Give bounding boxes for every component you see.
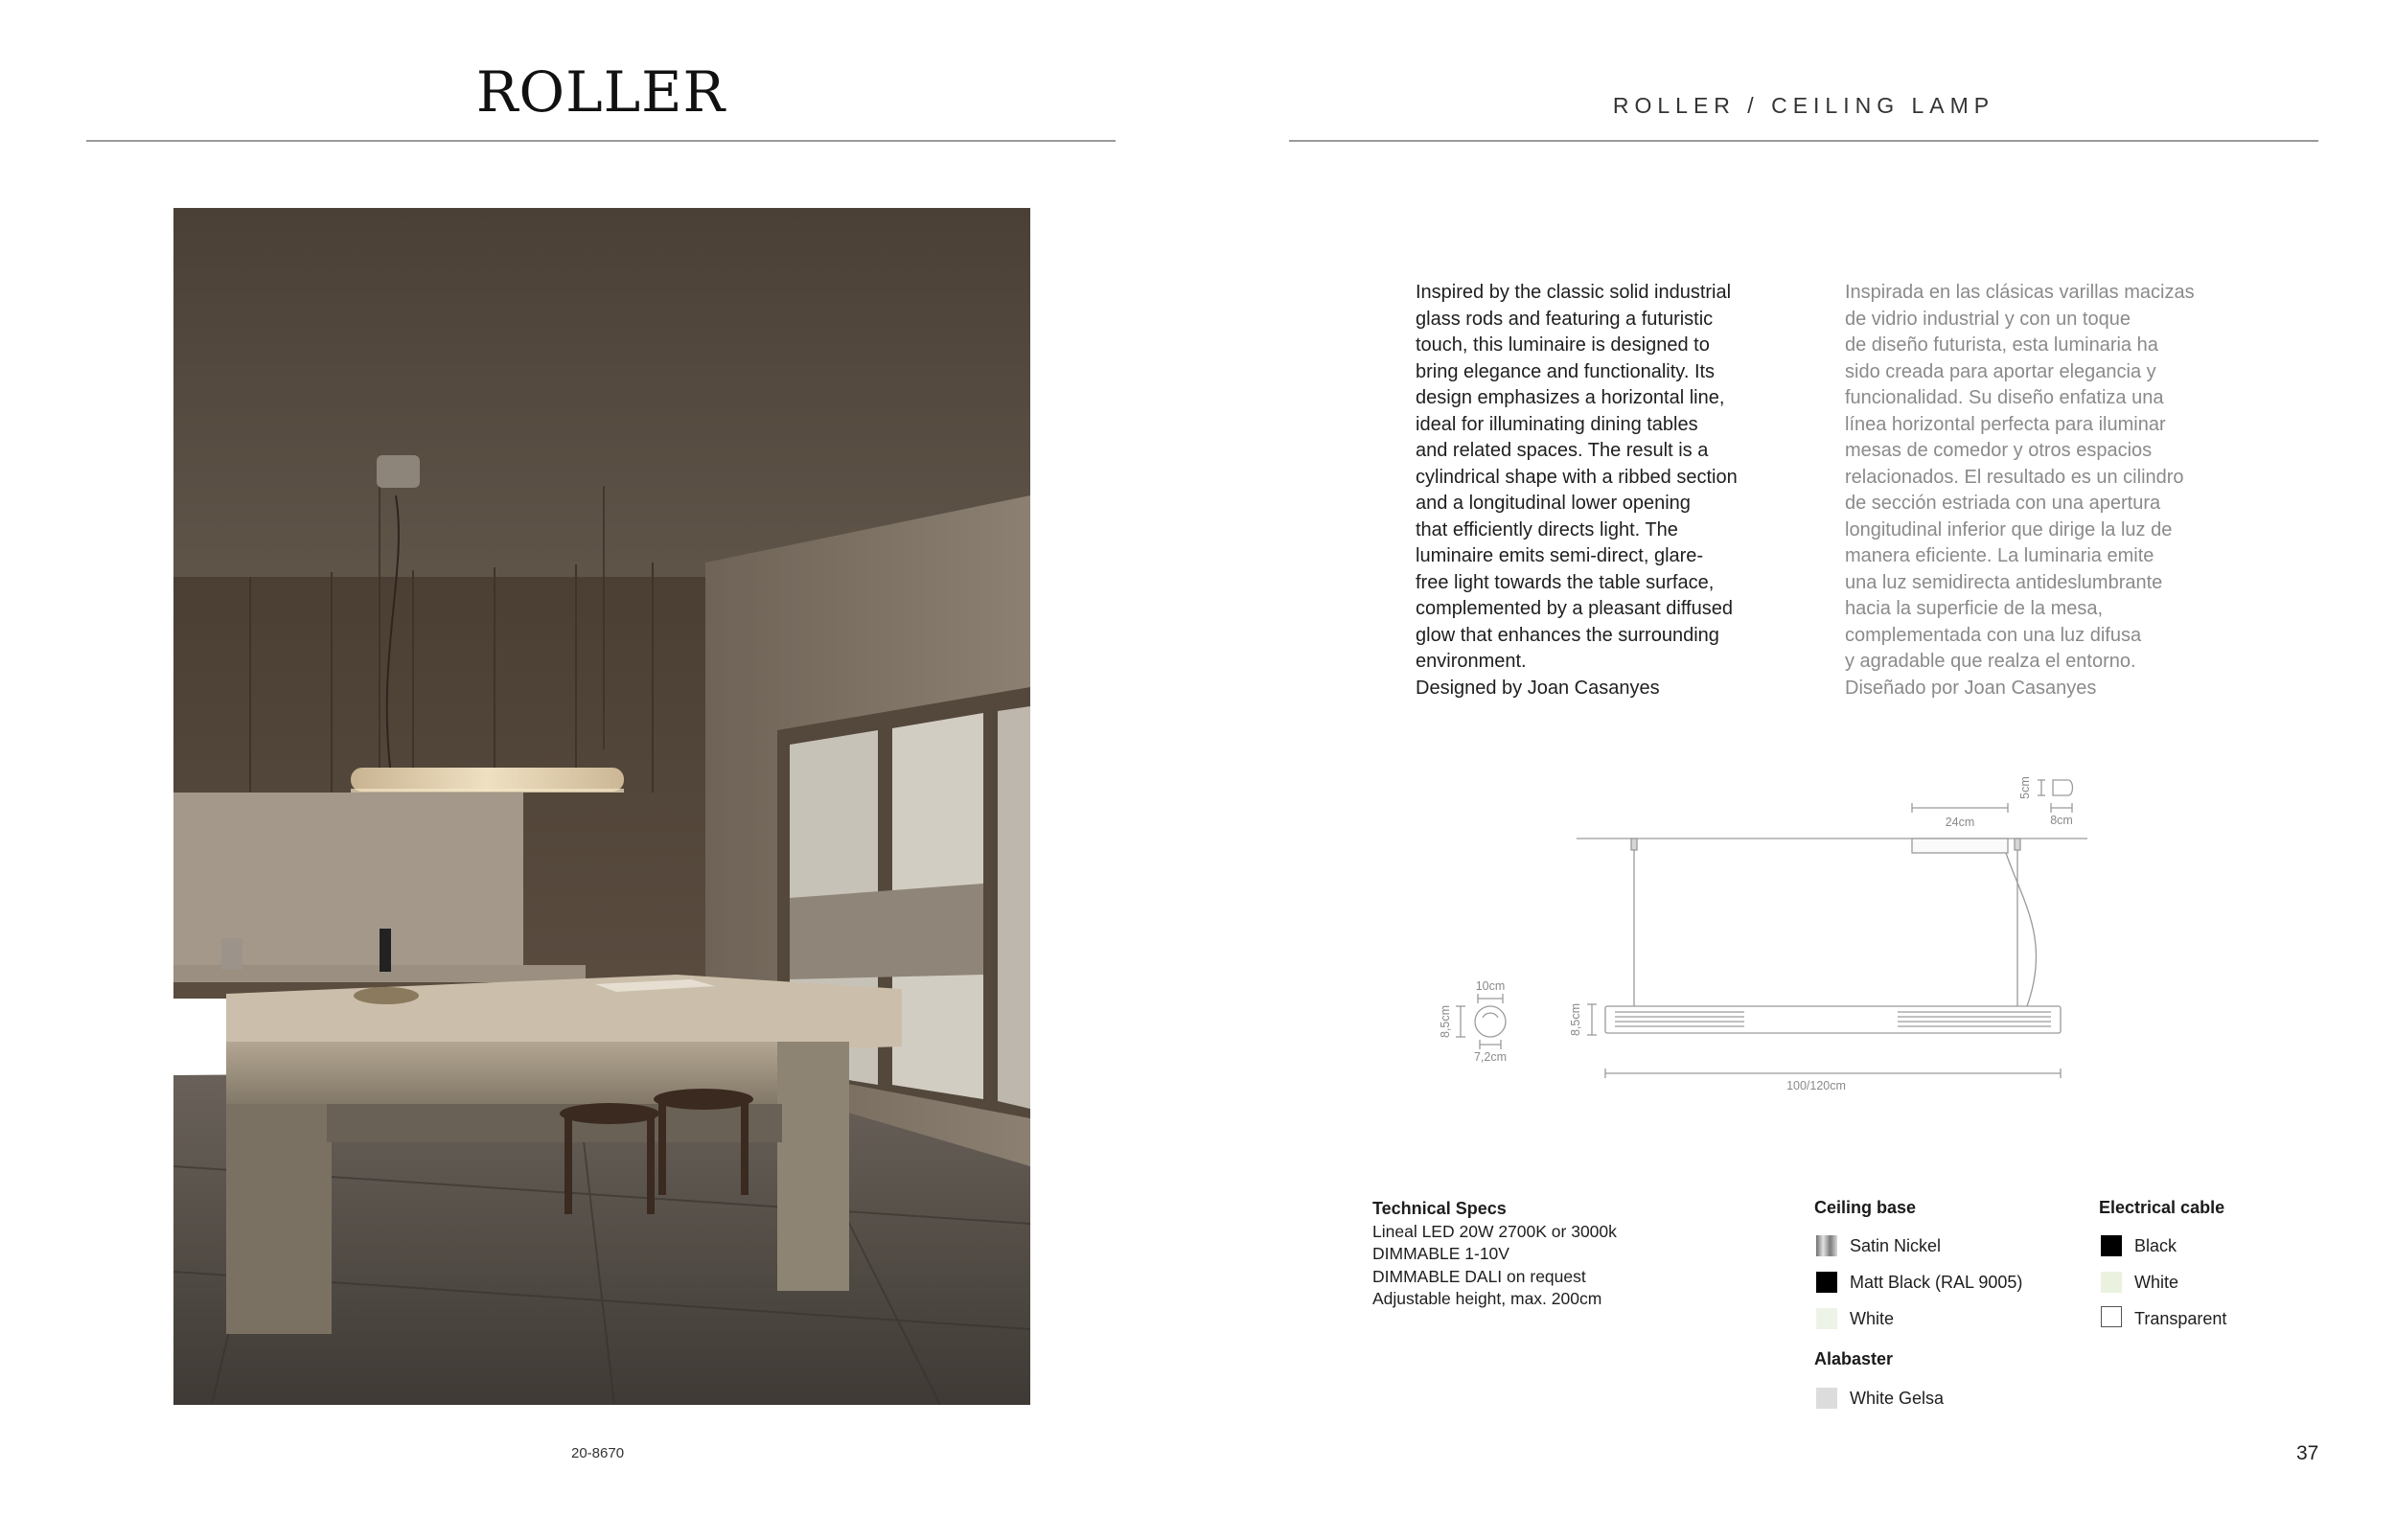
satin-nickel-swatch <box>1816 1235 1837 1256</box>
description-spanish <box>1845 280 2209 701</box>
description-line: complementada con una luz difusa <box>1845 624 2142 646</box>
description-line: environment. <box>1416 651 1527 672</box>
description-line: design emphasizes a horizontal line, <box>1416 387 1725 408</box>
description-line: free light towards the table surface, <box>1416 571 1715 593</box>
description-line: Inspirada en las clásicas varillas macizas <box>1845 282 2195 303</box>
ceiling-base-option: Satin Nickel <box>1850 1236 1942 1255</box>
dim-8-5cm-profile: 8,5cm <box>1439 1004 1452 1039</box>
specs-heading: Technical Specs <box>1372 1199 1507 1218</box>
matt-black-swatch <box>1816 1272 1837 1293</box>
alabaster-option: White Gelsa <box>1850 1389 1945 1408</box>
ceiling-base-heading: Ceiling base <box>1814 1198 1917 1217</box>
description-line: that efficiently directs light. The <box>1416 518 1678 540</box>
page-title: ROLLER <box>475 59 726 125</box>
transparent-cable-swatch <box>2101 1306 2122 1327</box>
description-line: touch, this luminaire is designed to <box>1416 334 1710 356</box>
spec-line: Lineal LED 20W 2700K or 3000k <box>1372 1221 1617 1241</box>
description-line: bring elegance and functionality. Its <box>1416 360 1716 382</box>
dim-5cm: 5cm <box>2018 776 2032 799</box>
designer-credit: Diseñado por Joan Casanyes <box>1845 677 2097 699</box>
description-line: mesas de comedor y otros espacios <box>1845 440 2153 461</box>
cable-option: Black <box>2134 1236 2177 1255</box>
alabaster-heading: Alabaster <box>1814 1349 1894 1368</box>
description-line: longitudinal inferior que dirige la luz de <box>1845 518 2173 540</box>
white-gelsa-swatch <box>1816 1388 1837 1409</box>
description-line: glass rods and featuring a futuristic <box>1416 308 1714 330</box>
spec-line: DIMMABLE DALI on request <box>1372 1266 1586 1286</box>
description-line: hacia la superficie de la mesa, <box>1845 598 2104 619</box>
right-divider <box>1289 140 2318 142</box>
description-line: and related spaces. The result is a <box>1416 440 1709 461</box>
dim-10cm: 10cm <box>1475 979 1506 993</box>
description-line: y agradable que realza el entorno. <box>1845 651 2136 672</box>
ceiling-base-option: White <box>1850 1309 1895 1328</box>
white-swatch <box>1816 1308 1837 1329</box>
spec-line: Adjustable height, max. 200cm <box>1372 1289 1602 1308</box>
black-cable-swatch <box>2101 1235 2122 1256</box>
cable-option: Transparent <box>2134 1309 2227 1328</box>
description-line: de diseño futurista, esta luminaria ha <box>1845 334 2158 356</box>
description-english <box>1416 280 1780 701</box>
technical-specs <box>1372 1198 1617 1311</box>
description-line: ideal for illuminating dining tables <box>1416 413 1698 435</box>
page-subtitle: ROLLER / CEILING LAMP <box>1612 93 1995 118</box>
dim-8cm: 8cm <box>2050 814 2073 827</box>
dim-24cm: 24cm <box>1945 816 1975 829</box>
page-number: 37 <box>2296 1442 2319 1464</box>
left-divider <box>86 140 1116 142</box>
description-line: luminaire emits semi-direct, glare- <box>1416 545 1704 566</box>
description-line: funcionalidad. Su diseño enfatiza una <box>1845 387 2164 408</box>
description-line: línea horizontal perfecta para iluminar <box>1845 413 2166 435</box>
dim-7-2cm: 7,2cm <box>1473 1050 1508 1064</box>
description-line: manera eficiente. La luminaria emite <box>1845 545 2154 566</box>
white-cable-swatch <box>2101 1272 2122 1293</box>
description-line: complemented by a pleasant diffused <box>1416 598 1733 619</box>
product-code: 20-8670 <box>571 1445 625 1461</box>
dim-8-5cm-body: 8,5cm <box>1569 1002 1582 1037</box>
description-line: glow that enhances the surrounding <box>1416 624 1719 646</box>
description-line: una luz semidirecta antideslumbrante <box>1845 571 2163 593</box>
description-line: and a longitudinal lower opening <box>1416 493 1691 514</box>
ceiling-base-option: Matt Black (RAL 9005) <box>1850 1273 2023 1292</box>
designer-credit: Designed by Joan Casanyes <box>1416 677 1660 699</box>
electrical-cable-heading: Electrical cable <box>2099 1198 2225 1217</box>
kitchen-scene-image <box>173 208 1030 1405</box>
description-line: Inspired by the classic solid industrial <box>1416 282 1732 303</box>
cable-option: White <box>2134 1273 2179 1292</box>
description-line: relacionados. El resultado es un cilindro <box>1845 466 2184 488</box>
spec-line: DIMMABLE 1-10V <box>1372 1244 1509 1263</box>
product-photo <box>173 208 1030 1405</box>
description-line: cylindrical shape with a ribbed section <box>1416 466 1738 488</box>
description-line: de sección estriada con una apertura <box>1845 493 2161 514</box>
description-line: de vidrio industrial y con un toque <box>1845 308 2131 330</box>
dim-length: 100/120cm <box>1786 1079 1846 1092</box>
description-line: sido creada para aportar elegancia y <box>1845 360 2156 382</box>
technical-drawing <box>1428 767 2118 1112</box>
